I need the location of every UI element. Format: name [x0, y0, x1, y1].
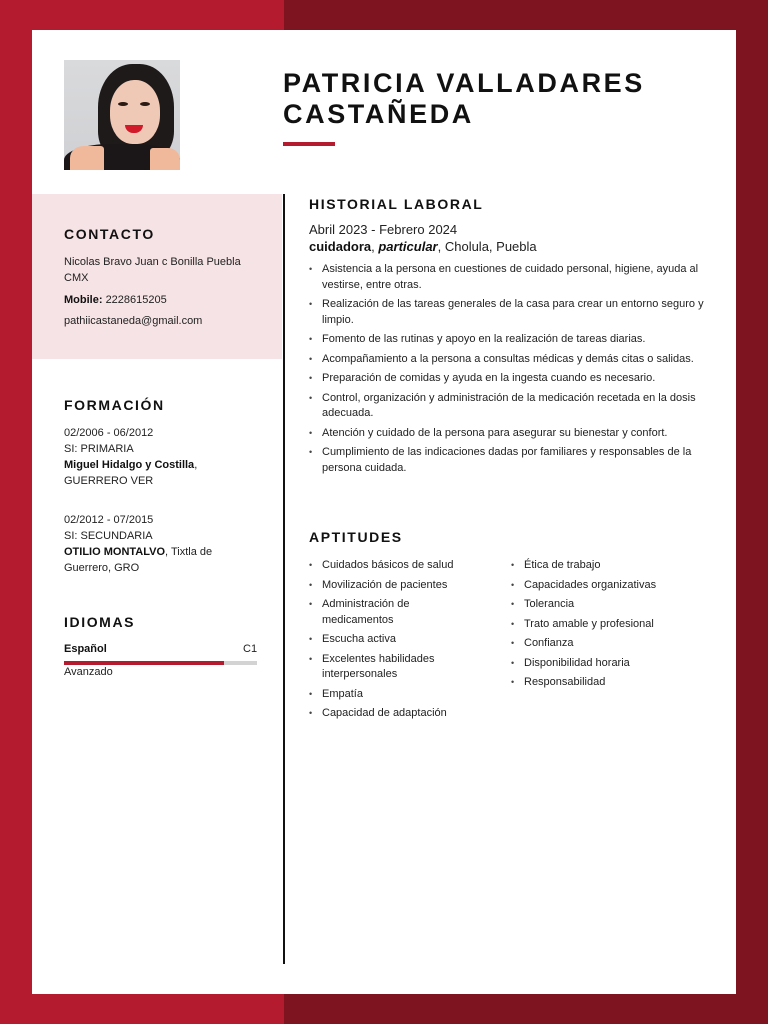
- list-item: • Confianza: [511, 636, 701, 652]
- language-proficiency-bar: [64, 661, 257, 665]
- list-item: • Asistencia a la persona en cuestiones de cuidado personal, higiene, ayuda al vestirse, entre otras.: [309, 262, 704, 293]
- language-level: C1: [243, 643, 258, 655]
- job-employer: particular: [378, 239, 438, 254]
- education-dates: 02/2006 - 06/2012: [64, 427, 154, 439]
- list-item: • Acompañamiento a la persona a consultas médicas y demás citas o salidas.: [309, 352, 704, 368]
- list-item: • Disponibilidad horaria: [511, 656, 701, 672]
- education-degree: SI: SECUNDARIA: [64, 530, 153, 542]
- job-title: cuidadora, particular, Cholula, Puebla: [309, 239, 537, 254]
- contact-mobile: [64, 292, 167, 308]
- job-dates: Abril 2023 - Febrero 2024: [309, 222, 458, 237]
- list-item: • Realización de las tareas generales de la casa para crear un entorno seguro y limpio.: [309, 297, 704, 328]
- education-location-part1: Tixtla de: [170, 546, 213, 558]
- education-location-part2: Guerrero, GRO: [64, 562, 140, 574]
- skills-heading: APTITUDES: [309, 529, 403, 545]
- education-school: OTILIO MONTALVO: [64, 546, 166, 558]
- education-location: GUERRERO VER: [64, 475, 154, 487]
- education-item-1: 02/2006 - 06/2012 SI: PRIMARIA Miguel Hidalgo y Costilla, GUERRERO VER: [64, 427, 198, 487]
- education-degree: SI: PRIMARIA: [64, 443, 134, 455]
- name-line-2: CASTAÑEDA: [283, 99, 474, 129]
- list-item: • Trato amable y profesional: [511, 617, 701, 633]
- list-item: • Excelentes habilidades interpersonales: [309, 652, 479, 683]
- language-name: Español: [64, 643, 107, 655]
- list-item: • Capacidad de adaptación: [309, 706, 479, 722]
- name-line-1: PATRICIA VALLADARES: [283, 68, 645, 98]
- job-responsibilities-list: [309, 262, 704, 480]
- address-line-1: Nicolas Bravo Juan c Bonilla Puebla: [64, 256, 241, 268]
- profile-photo: [64, 60, 180, 170]
- list-item: • Control, organización y administración de la medicación recetada en la dosis adecuada.: [309, 391, 704, 422]
- education-item-2: 02/2012 - 07/2015 SI: SECUNDARIA OTILIO MONTALVO, Tixtla de Guerrero, GRO: [64, 514, 213, 574]
- contact-address: [64, 254, 241, 286]
- education-dates: 02/2012 - 07/2015: [64, 514, 154, 526]
- list-item: • Preparación de comidas y ayuda en la ingesta cuando es necesario.: [309, 371, 704, 387]
- work-history-heading: HISTORIAL LABORAL: [309, 196, 484, 212]
- list-item: • Capacidades organizativas: [511, 578, 701, 594]
- list-item: • Cumplimiento de las indicaciones dadas por familiares y responsables de la persona cuidada.: [309, 445, 704, 476]
- skills-list-column-1: [309, 558, 479, 726]
- list-item: • Tolerancia: [511, 597, 701, 613]
- list-item: • Administración de medicamentos: [309, 597, 479, 628]
- list-item: • Empatía: [309, 687, 479, 703]
- mobile-label: Mobile:: [64, 294, 103, 306]
- skills-list-column-2: [511, 558, 701, 695]
- education-school: Miguel Hidalgo y Costilla: [64, 459, 195, 471]
- language-proficiency-fill: [64, 661, 224, 665]
- list-item: • Ética de trabajo: [511, 558, 701, 574]
- column-divider: [283, 194, 285, 964]
- list-item: • Escucha activa: [309, 632, 479, 648]
- candidate-name: [283, 68, 713, 130]
- list-item: • Fomento de las rutinas y apoyo en la realización de tareas diarias.: [309, 332, 704, 348]
- mobile-value: 2228615205: [105, 294, 167, 306]
- languages-heading: IDIOMAS: [64, 614, 136, 630]
- contact-email: pathiicastaneda@gmail.com: [64, 315, 203, 327]
- education-heading: FORMACIÓN: [64, 397, 165, 413]
- contact-heading: CONTACTO: [64, 226, 155, 242]
- list-item: • Cuidados básicos de salud: [309, 558, 479, 574]
- list-item: • Movilización de pacientes: [309, 578, 479, 594]
- language-level-label: Avanzado: [64, 666, 113, 678]
- job-role: cuidadora: [309, 239, 372, 254]
- name-underline: [283, 142, 335, 146]
- address-line-2: CMX: [64, 272, 89, 284]
- job-location: Cholula, Puebla: [444, 239, 537, 254]
- list-item: • Responsabilidad: [511, 675, 701, 691]
- list-item: • Atención y cuidado de la persona para asegurar su bienestar y confort.: [309, 426, 704, 442]
